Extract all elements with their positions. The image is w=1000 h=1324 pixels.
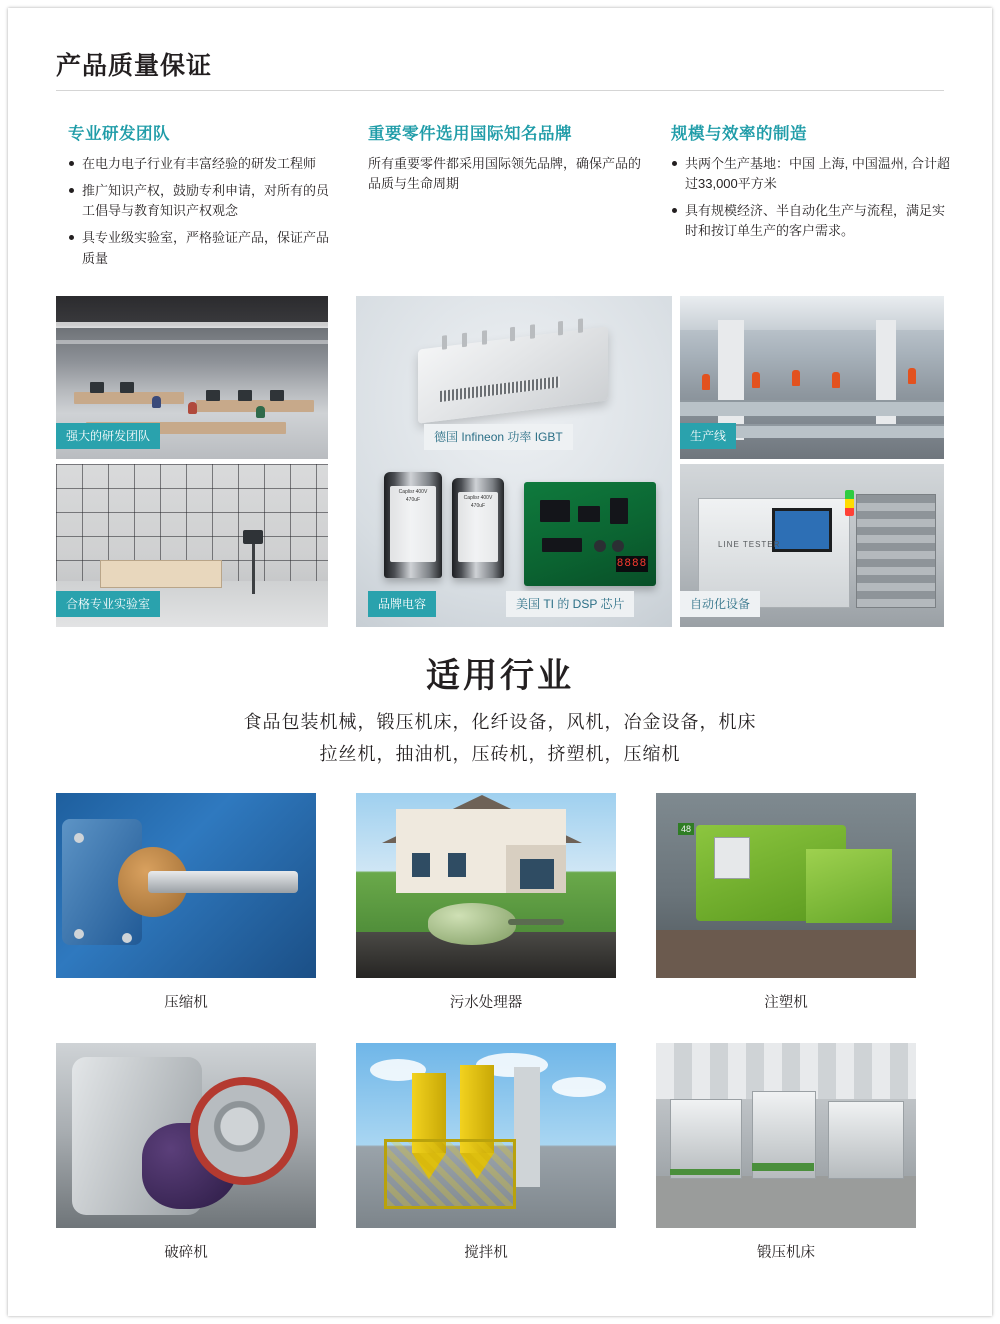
capacitor-illustration-2 — [452, 478, 504, 578]
list-item: 具有规模经济、半自动化生产与流程，满足实时和按订单生产的客户需求。 — [671, 201, 954, 241]
industry-list-line-1: 食品包装机械，锻压机床，化纤设备，风机，冶金设备，机床 — [243, 712, 757, 732]
column-3-list — [671, 154, 954, 242]
list-item: 在电力电子行业有丰富经验的研发工程师 — [68, 154, 340, 174]
photo-caption-lab: 合格专业实验室 — [56, 591, 160, 617]
industry-image-compressor — [56, 793, 316, 978]
industry-image-sewage — [356, 793, 616, 978]
column-1-heading: 专业研发团队 — [68, 125, 170, 143]
industry-image-injection: 48 — [656, 793, 916, 978]
industry-card-crusher — [56, 1043, 316, 1262]
column-manufacturing — [671, 120, 954, 249]
industry-caption: 注塑机 — [764, 995, 808, 1011]
dsp-board-illustration — [524, 482, 656, 586]
page-canvas — [8, 8, 992, 1316]
industry-image-press — [656, 1043, 916, 1228]
igbt-module-illustration — [418, 326, 608, 423]
photo-caption-rd-team: 强大的研发团队 — [56, 423, 160, 449]
industry-image-crusher — [56, 1043, 316, 1228]
photo-lab — [56, 464, 328, 627]
photo-production-line — [680, 296, 944, 459]
capacitor-label: Caplisr 400V 470uF — [390, 486, 436, 562]
page-title: 产品质量保证 — [56, 52, 213, 80]
column-1-list — [68, 154, 340, 269]
industry-image-mixer — [356, 1043, 616, 1228]
photo-rd-team — [56, 296, 328, 459]
list-item: 共两个生产基地：中国 上海, 中国温州, 合计超过33,000平方米 — [671, 154, 954, 194]
list-item: 具专业级实验室，严格验证产品，保证产品质量 — [68, 228, 340, 268]
industry-caption: 搅拌机 — [464, 1245, 508, 1261]
photo-caption-dsp: 美国 TI 的 DSP 芯片 — [506, 591, 634, 617]
capacitor-label-2: Caplisr 400V 470uF — [458, 492, 498, 562]
industry-card-sewage — [356, 793, 616, 1012]
column-rd-team — [68, 120, 340, 276]
industry-caption: 破碎机 — [164, 1245, 208, 1261]
capacitor-illustration — [384, 472, 442, 578]
industry-caption: 污水处理器 — [449, 995, 523, 1011]
photo-automation — [680, 464, 944, 627]
industry-caption: 压缩机 — [164, 995, 208, 1011]
photo-caption-auto: 自动化设备 — [680, 591, 760, 617]
column-2-paragraph: 所有重要零件都采用国际领先品牌，确保产品的品质与生命周期 — [368, 156, 642, 192]
seven-segment-display: 8888 — [616, 558, 648, 570]
photo-caption-capacitor: 品牌电容 — [368, 591, 436, 617]
industry-list-line-2: 拉丝机，抽油机，压砖机，挤塑机，压缩机 — [319, 744, 681, 764]
industry-card-mixer — [356, 1043, 616, 1262]
column-2-heading: 重要零件选用国际知名品牌 — [368, 125, 572, 143]
photo-key-components — [356, 296, 672, 627]
list-item: 推广知识产权，鼓励专利申请，对所有的员工倡导与教育知识产权观念 — [68, 181, 340, 221]
title-divider — [56, 90, 944, 91]
tester-label: LINE TESTER — [718, 540, 781, 549]
industry-title: 适用行业 — [426, 657, 574, 695]
column-brand-parts — [368, 120, 653, 194]
photo-caption-igbt: 德国 Infineon 功率 IGBT — [424, 424, 573, 450]
industry-card-press — [656, 1043, 916, 1262]
industry-card-injection — [656, 793, 916, 1012]
column-3-heading: 规模与效率的制造 — [671, 125, 807, 143]
photo-caption-line: 生产线 — [680, 423, 736, 449]
industry-card-compressor — [56, 793, 316, 1012]
industry-caption: 锻压机床 — [757, 1245, 815, 1261]
